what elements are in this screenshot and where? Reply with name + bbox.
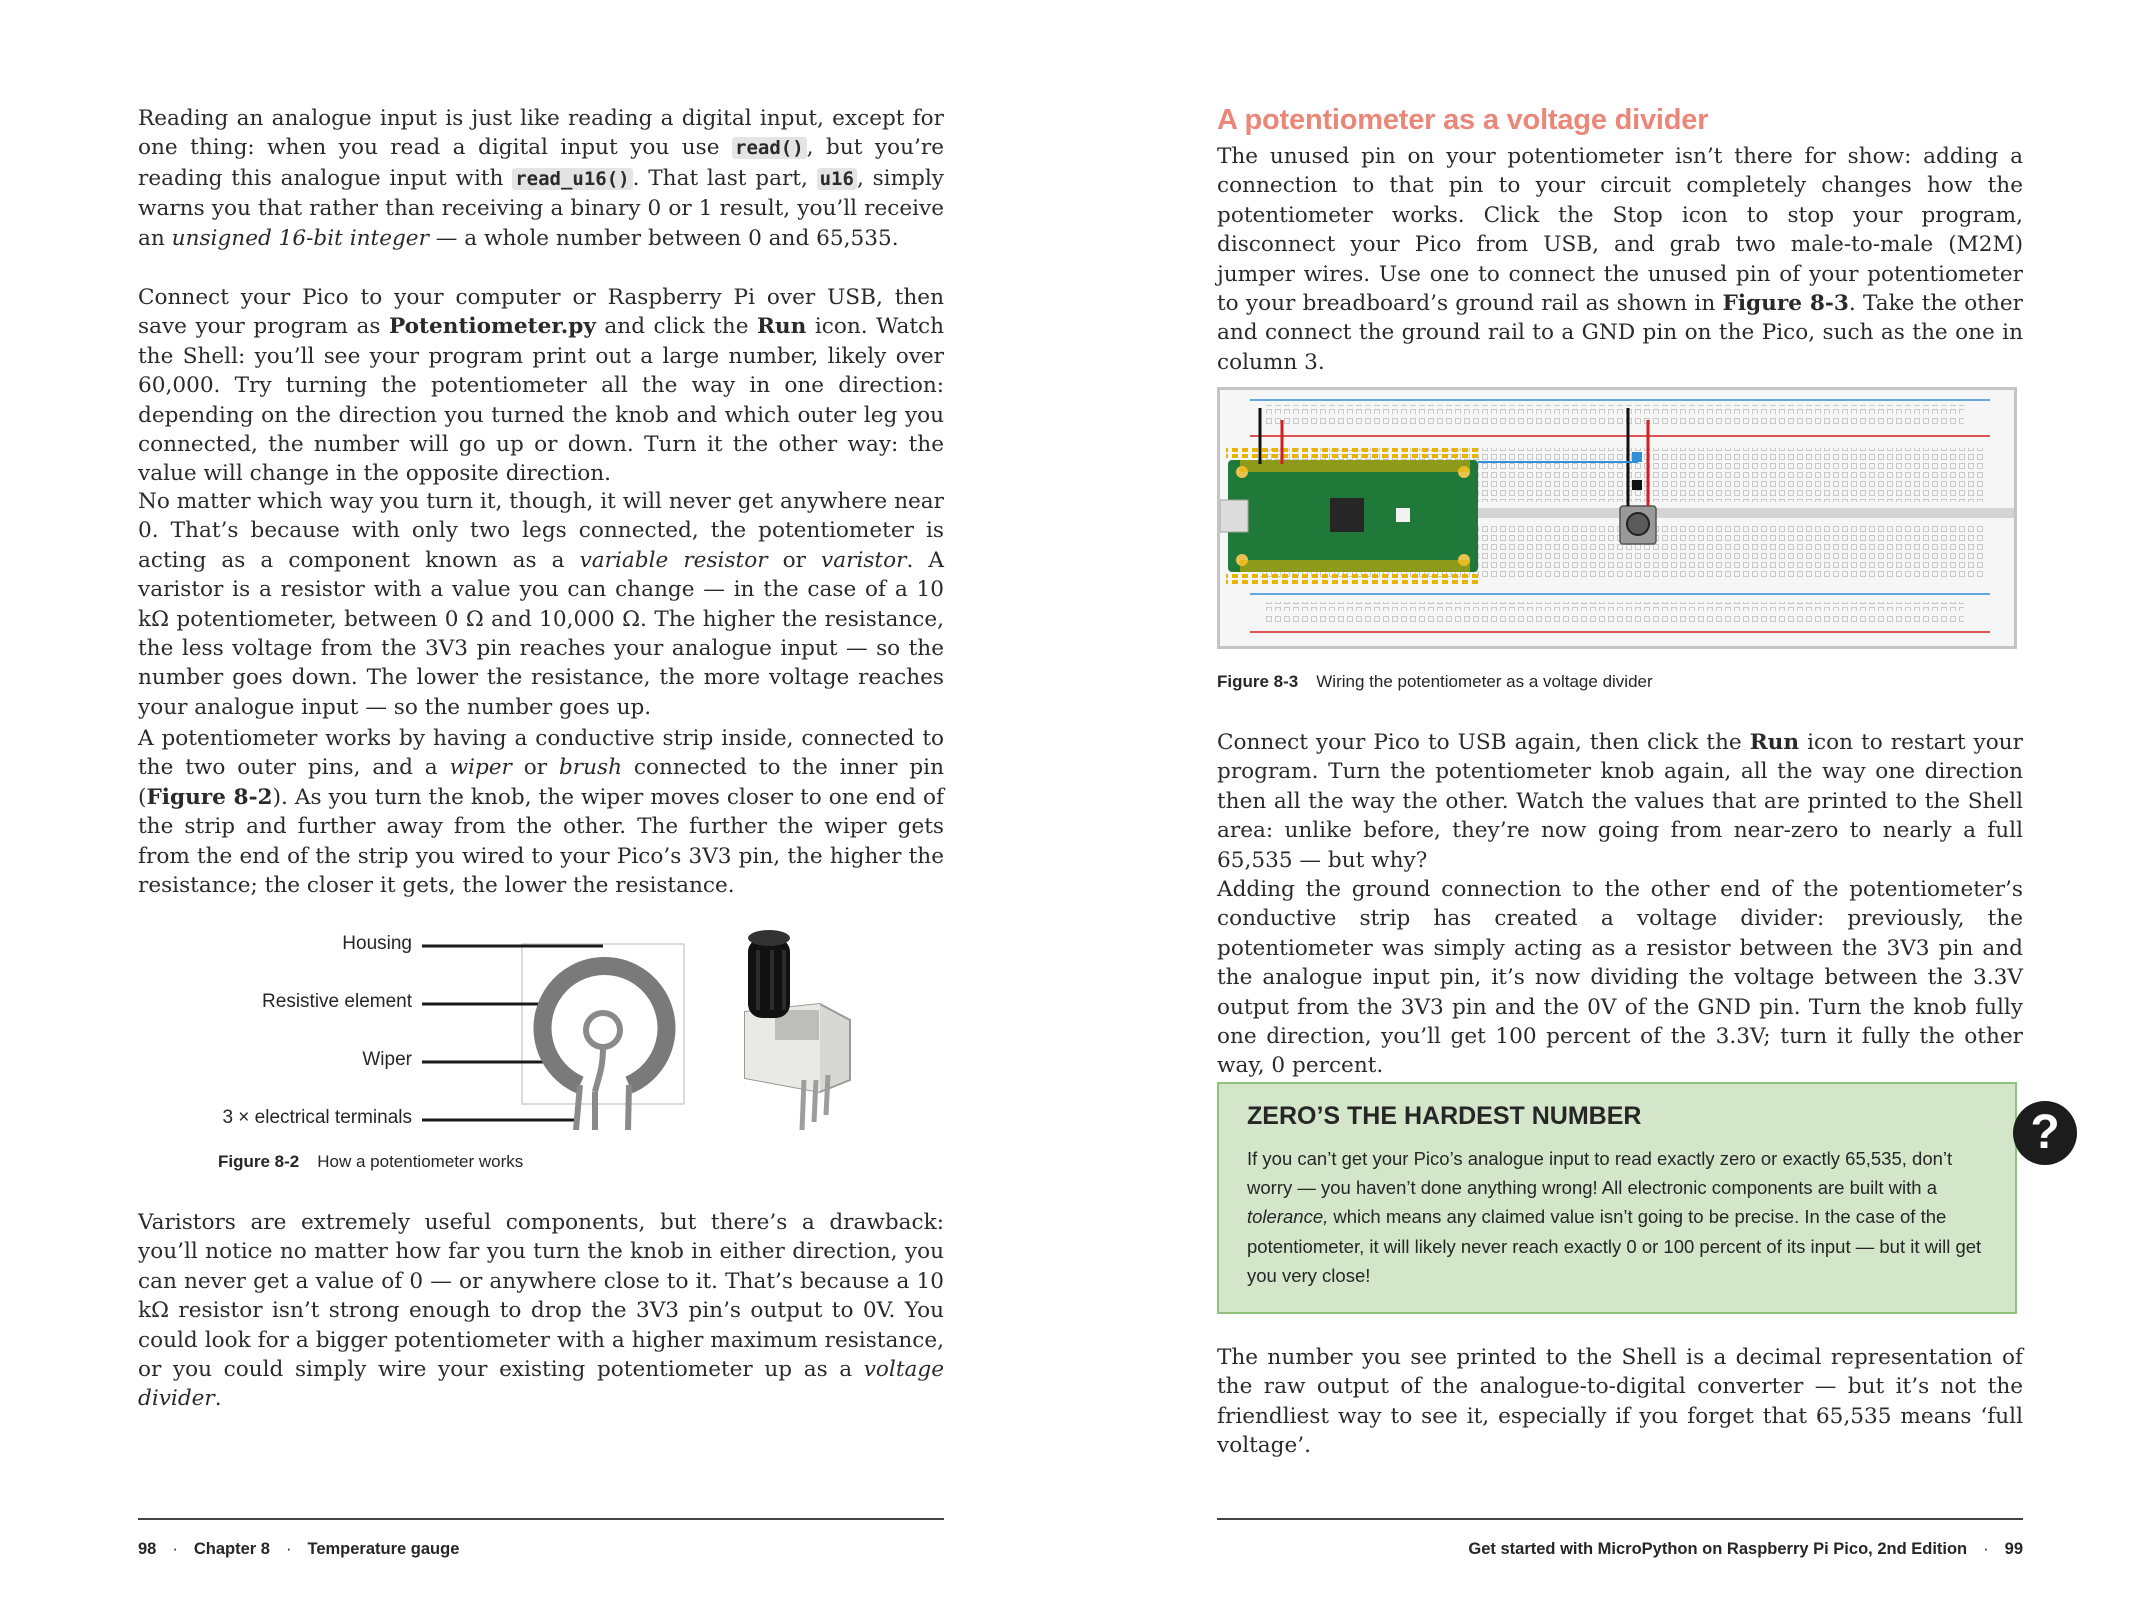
label-terminals: 3 × electrical terminals xyxy=(222,1107,412,1128)
paragraph-decimal-output xyxy=(1217,1343,2023,1461)
text: . A varistor is a resistor with a value you can change — in the case of a 10 kΩ potentiometer, between 0 Ω and 10,000 Ω. The higher the resistance, the less voltage from the 3V3 pin reaches your analogue input — so the number goes down. The lower the resistance, the more voltage reaches your analogue input — so the number goes up. xyxy=(138,547,944,720)
text: The unused pin on your potentiometer isn’t there for show: adding a connection to that pin to your circuit completely changes how the potentiometer works. Click the Stop icon to stop your program, disconnect your Pico from USB, and grab two male-to-male (M2M) jumper wires. Use one to connect the unused pin of your potentiometer to your breadboard’s ground rail as shown in xyxy=(1217,144,2023,317)
inline-code-u16: u16 xyxy=(817,168,857,190)
paragraph-analogue-read xyxy=(138,104,944,253)
text: , simply warns you that rather than receiving a binary 0 or 1 result, you’ll receive an xyxy=(138,165,944,251)
label-wiper: Wiper xyxy=(362,1049,412,1070)
text: or xyxy=(511,755,559,781)
paragraph-varistor xyxy=(138,487,944,722)
inline-code-read-u16: read_u16() xyxy=(512,168,632,190)
text: Connect your Pico to USB again, then click the xyxy=(1217,730,1750,755)
figure-reference: Figure 8-3 xyxy=(1722,291,1849,317)
paragraph-drawback xyxy=(138,1208,944,1414)
text: The number you see printed to the Shell is a decimal representation of the raw output of the analogue-to-digital converter — but it’s not the friendliest way to see it, especially if you forget that 65,535 means ‘full voltage’. xyxy=(1217,1345,2023,1459)
label-housing: Housing xyxy=(342,933,412,954)
emphasis: tolerance, xyxy=(1247,1206,1329,1228)
text: If you can’t get your Pico’s analogue input to read exactly zero or exactly 65,535, don’t worry — you haven’t done anything wrong! All electronic components are built with a xyxy=(1247,1148,1953,1199)
emphasis: unsigned 16-bit integer xyxy=(171,225,429,251)
pico-board xyxy=(1220,448,1478,584)
caption-number: Figure 8-3 xyxy=(1217,672,1299,691)
paragraph-voltage-divider xyxy=(1217,875,2023,1081)
text: . That last part, xyxy=(632,165,817,191)
run-label-bold: Run xyxy=(756,314,807,340)
question-mark-icon: ? xyxy=(2013,1101,2077,1165)
text: ). As you turn the knob, the wiper moves closer to one end of the strip and further away from the other. The further the wiper gets from the end of the strip you wired to your Pico’s 3V3 pin, the higher the resistance; the closer it gets, the lower the resistance. xyxy=(138,784,944,899)
run-label-bold: Run xyxy=(1749,730,1800,755)
figure-potentiometer-diagram xyxy=(200,920,900,1140)
figure-reference: Figure 8-2 xyxy=(146,784,273,810)
paragraph-run-again xyxy=(1217,728,2023,875)
text: No matter which way you turn it, though, it will never get anywhere near 0. That’s because with only two legs connected, the potentiometer is acting as a component known as a xyxy=(138,489,944,573)
text: . xyxy=(214,1386,222,1412)
text: Connect your Pico to your computer or Raspberry Pi over USB, then save your program as xyxy=(138,285,944,340)
right-page xyxy=(1067,0,2134,1600)
page-number: 99 xyxy=(2004,1540,2023,1558)
text: A potentiometer works by having a conductive strip inside, connected to the two outer pins, and a xyxy=(138,726,944,781)
separator: · xyxy=(172,1540,178,1558)
text: which means any claimed value isn’t going to be precise. In the case of the potentiometer, it will likely never reach exactly 0 or 100 percent of its input — but it will get you very close! xyxy=(1247,1206,1982,1286)
breadboard-illustration xyxy=(1220,390,2014,646)
inline-code-read: read() xyxy=(732,137,807,159)
figure-caption-8-2 xyxy=(218,1152,523,1172)
separator: · xyxy=(1983,1540,1989,1558)
chapter-label: Chapter 8 xyxy=(193,1540,270,1558)
potentiometer-photo xyxy=(745,930,850,1130)
caption-text: Wiring the potentiometer as a voltage divider xyxy=(1316,672,1653,691)
callout-title: ZERO’S THE HARDEST NUMBER xyxy=(1247,1102,1642,1130)
caption-text: How a potentiometer works xyxy=(317,1152,524,1171)
figure-breadboard-wiring xyxy=(1217,387,2017,649)
callout-body xyxy=(1247,1144,1989,1290)
caption-number: Figure 8-2 xyxy=(218,1152,300,1171)
text: or xyxy=(767,547,822,573)
text: , but you’re reading this analogue input with xyxy=(138,135,944,191)
paragraph-how-it-works xyxy=(138,724,944,900)
label-resistive-element: Resistive element xyxy=(262,991,412,1012)
paragraph-connect-pico xyxy=(138,283,944,489)
text: connected to the inner pin ( xyxy=(138,755,944,810)
text: Reading an analogue input is just like reading a digital input, except for one thing: when you read a digital input you use xyxy=(138,106,944,161)
emphasis: variable resistor xyxy=(579,547,768,573)
footer-rule xyxy=(138,1518,944,1520)
text: Varistors are extremely useful components, but there’s a drawback: you’ll notice no matter how far you turn the knob in either direction, you can never get a value of 0 — or anywhere close to it. That’s because a 10 kΩ resistor isn’t strong enough to drop the 3V3 pin’s output to 0V. You could look for a bigger potentiometer with a higher maximum resistance, or you could simply wire your existing potentiometer up as a xyxy=(138,1210,944,1383)
text: icon. Watch the Shell: you’ll see your program print out a large number, likely over 60,000. Try turning the potentiometer all the way in one direction: depending on the direction you turned the knob and which outer leg you connected, the number will go up or down. Turn it the other way: the value will change in the opposite direction. xyxy=(138,314,944,487)
text: and click the xyxy=(595,314,757,340)
book-title: Get started with MicroPython on Raspberry Pi Pico, 2nd Edition xyxy=(1468,1540,1968,1558)
paragraph-unused-pin xyxy=(1217,142,2023,377)
callout-box xyxy=(1217,1082,2017,1314)
text: icon to restart your program. Turn the potentiometer knob again, all the way one direction then all the way the other. Watch the values that are printed to the Shell area: unlike before, they’re now going from near-zero to nearly a full 65,535 — but why? xyxy=(1217,730,2023,873)
footer-left xyxy=(138,1540,459,1559)
potentiometer-part xyxy=(1620,506,1656,544)
chapter-title: Temperature gauge xyxy=(307,1540,460,1558)
emphasis: brush xyxy=(558,755,623,781)
page-number: 98 xyxy=(138,1540,157,1558)
separator: · xyxy=(285,1540,292,1558)
emphasis: voltage divider xyxy=(138,1357,944,1412)
footer-right xyxy=(1468,1540,2023,1559)
emphasis: varistor xyxy=(821,547,907,573)
figure-caption-8-3 xyxy=(1217,672,1653,692)
section-heading: A potentiometer as a voltage divider xyxy=(1217,104,1709,136)
text: . Take the other and connect the ground rail to a GND pin on the Pico, such as the one in column 3. xyxy=(1217,291,2023,375)
emphasis: wiper xyxy=(449,755,512,781)
text: Adding the ground connection to the other end of the potentiometer’s conductive strip has created a voltage divider: previously, the potentiometer was simply acting as a resistor between the 3V3 pin and the analogue input pin, it’s now dividing the voltage between the 3.3V output from the 3V3 pin and the 0V of the GND pin. Turn the knob fully one direction, you’ll get 100 percent of the 3.3V; turn it fully the other way, 0 percent. xyxy=(1217,877,2023,1079)
text: — a whole number between 0 and 65,535. xyxy=(428,225,899,251)
filename-bold: Potentiometer.py xyxy=(388,314,596,340)
footer-rule xyxy=(1217,1518,2023,1520)
